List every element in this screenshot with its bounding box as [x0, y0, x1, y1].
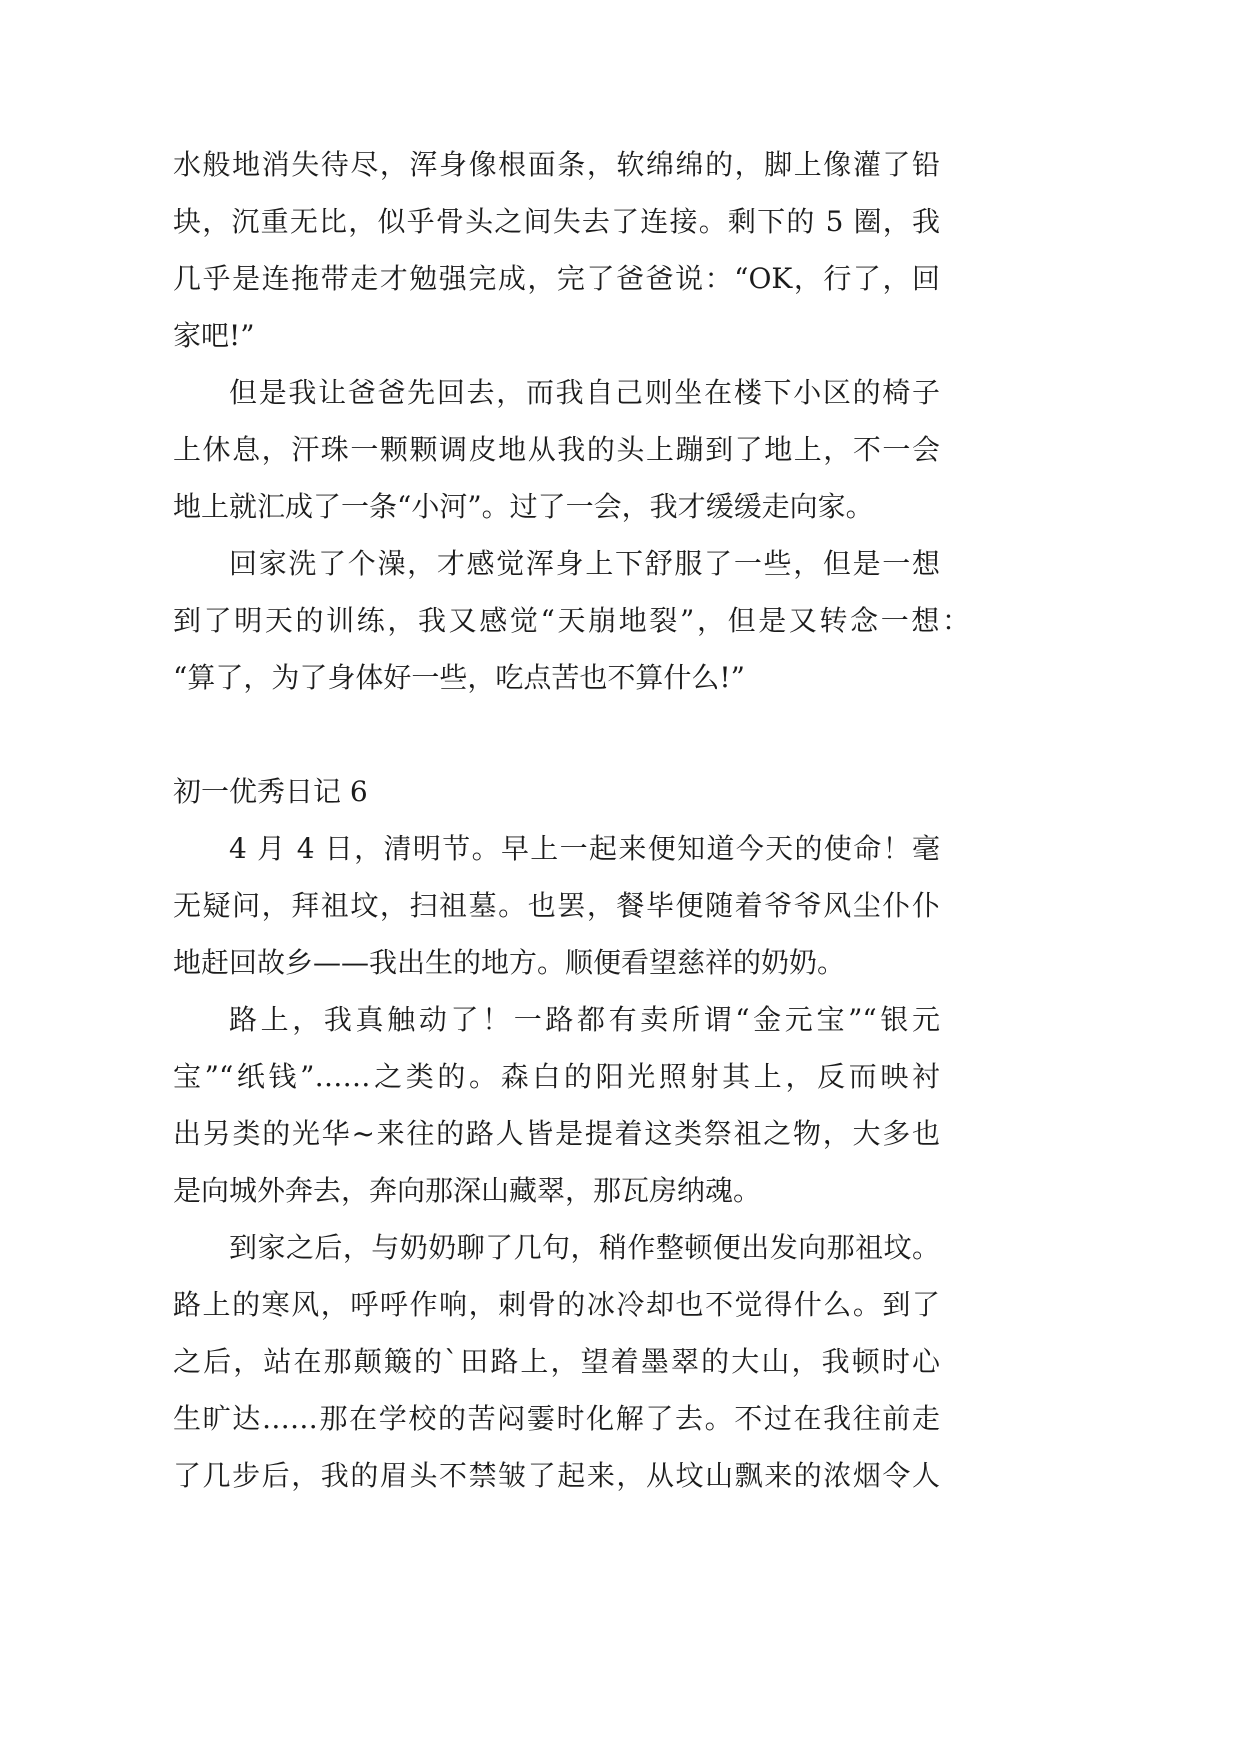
- diary-entry-6: [173, 763, 993, 1504]
- text-line: 水般地消失待尽，浑身像根面条，软绵绵的，脚上像灌了铅: [173, 148, 940, 181]
- text-line: 无疑问，拜祖坟，扫祖墓。也罢，餐毕便随着爷爷风尘仆仆: [173, 889, 940, 922]
- paragraph: [173, 535, 993, 706]
- text-line: 但是我让爸爸先回去，而我自己则坐在楼下小区的椅子: [229, 376, 940, 409]
- text-line: 回家洗了个澡，才感觉浑身上下舒服了一些，但是一想: [229, 547, 940, 580]
- paragraph: [173, 820, 993, 991]
- text-line: “算了，为了身体好一些，吃点苦也不算什么!”: [173, 661, 745, 694]
- text-line: 上休息，汗珠一颗颗调皮地从我的头上蹦到了地上，不一会: [173, 433, 940, 466]
- text-line: 几乎是连拖带走才勉强完成，完了爸爸说：“OK，行了，回: [173, 262, 940, 295]
- paragraph: [173, 1219, 993, 1504]
- paragraph: [173, 991, 993, 1219]
- text-line: 到家之后，与奶奶聊了几句，稍作整顿便出发向那祖坟。: [229, 1231, 940, 1264]
- blank-line: [173, 706, 993, 763]
- text-line: 生旷达……那在学校的苦闷霎时化解了去。不过在我往前走: [173, 1402, 940, 1435]
- text-line: 地赶回故乡——我出生的地方。顺便看望慈祥的奶奶。: [173, 946, 846, 979]
- text-line: 宝”“纸钱”……之类的。森白的阳光照射其上，反而映衬: [173, 1060, 940, 1093]
- document-body: [173, 136, 993, 1504]
- text-line: 路上的寒风，呼呼作响，刺骨的冰冷却也不觉得什么。到了: [173, 1288, 940, 1321]
- text-line: 4 月 4 日，清明节。早上一起来便知道今天的使命！毫: [229, 832, 940, 865]
- continued-entry: [173, 136, 993, 706]
- text-line: 地上就汇成了一条“小河”。过了一会，我才缓缓走向家。: [173, 490, 874, 523]
- text-line: 之后，站在那颠簸的`田路上，望着墨翠的大山，我顿时心: [173, 1345, 940, 1378]
- text-line: 了几步后，我的眉头不禁皱了起来，从坟山飘来的浓烟令人: [173, 1459, 940, 1492]
- text-line: 是向城外奔去，奔向那深山藏翠，那瓦房纳魂。: [173, 1174, 762, 1207]
- text-line: 块，沉重无比，似乎骨头之间失去了连接。剩下的 5 圈，我: [173, 205, 940, 238]
- text-line: 到了明天的训练，我又感觉“天崩地裂”，但是又转念一想：: [173, 604, 970, 637]
- text-line: 出另类的光华~来往的路人皆是提着这类祭祖之物，大多也: [173, 1117, 940, 1150]
- paragraph: [173, 136, 993, 364]
- text-line: 路上，我真触动了！一路都有卖所谓“金元宝”“银元: [229, 1003, 940, 1036]
- text-line: 家吧!”: [173, 319, 255, 352]
- diary-title: 初一优秀日记 6: [173, 775, 368, 808]
- paragraph: [173, 364, 993, 535]
